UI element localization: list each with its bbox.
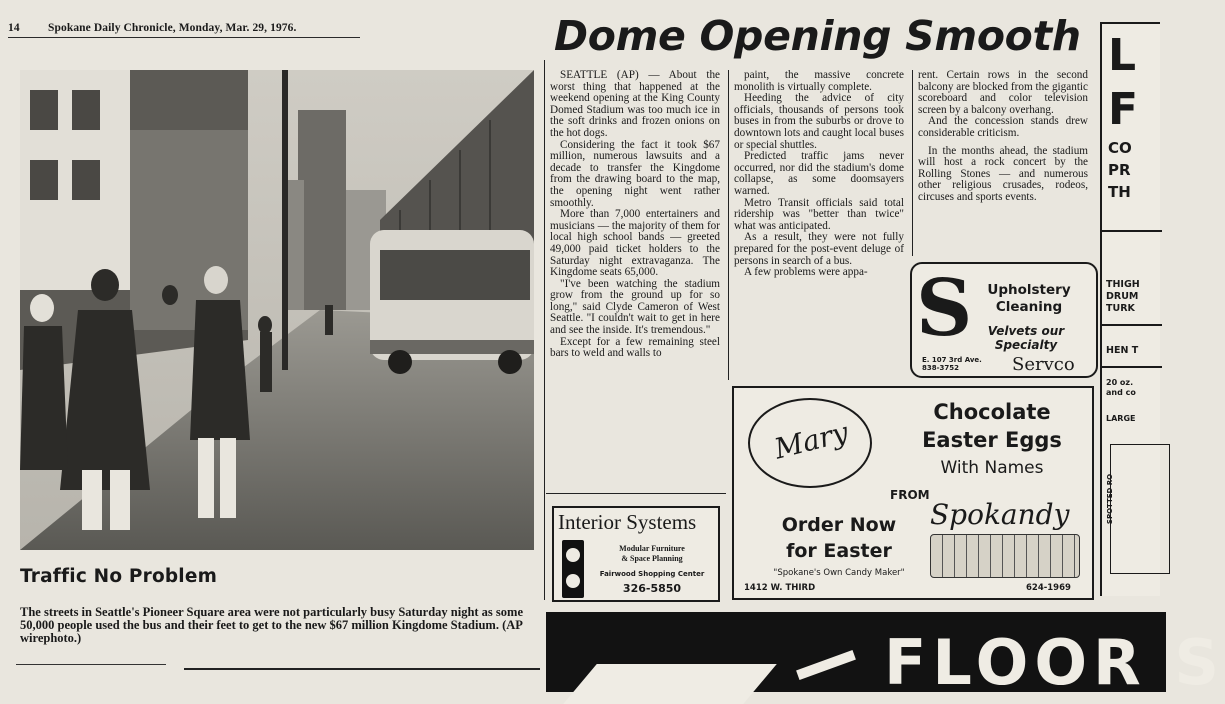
ad-inner-box <box>1106 444 1170 574</box>
ad-tagline: "Spokane's Own Candy Maker" <box>773 568 905 578</box>
article-paragraph: Considering the fact it took $67 million, numerous lawsuits and a decade to transfer the Kingdome from the drawing board to the map, the opening night went rather smoothly. <box>550 138 720 209</box>
divider <box>1102 230 1162 232</box>
column-rule <box>728 70 729 380</box>
candy-ad <box>732 386 1094 600</box>
column-rule <box>544 60 545 600</box>
upholstery-ad <box>910 262 1098 378</box>
bus-shape <box>370 230 534 374</box>
page-number: 14 <box>8 22 20 34</box>
ad-line: 20 oz. <box>1106 378 1134 387</box>
street-photo <box>20 70 534 550</box>
article-paragraph: rent. Certain rows in the second balcony are blocked from the gigantic scoreboard and color television screen by a balcony overhang. <box>918 69 1088 116</box>
folio-line <box>8 22 360 38</box>
ad-line: DRUM <box>1106 291 1139 302</box>
ad-line: F <box>1108 84 1139 135</box>
article-paragraph: Metro Transit officials said total ridership was "better than twice" what was anticipated. <box>734 196 904 232</box>
ad-address: 1412 W. THIRD <box>744 583 816 593</box>
ad-brand: Spokandy <box>930 498 1070 531</box>
article-paragraph: "I've been watching the stadium grow from the ground up for so long," said Clyde Cameron of West Seattle. "I couldn't wait to get in here and see the inside. It's tremendous." <box>550 277 720 337</box>
servco-logo: S <box>916 263 973 354</box>
floor-banner-ad <box>546 612 1225 699</box>
ad-line: Order Now <box>781 514 897 536</box>
bridge-icon <box>930 534 1080 578</box>
banner-graphic <box>796 650 856 680</box>
divider <box>16 664 166 665</box>
right-edge-ad <box>1100 22 1160 596</box>
article-paragraph: Predicted traffic jams never occurred, nor did the stadium's dome collapse, as some doomsayers warned. <box>734 150 904 197</box>
ad-address: Fairwood Shopping Center <box>599 570 705 578</box>
banner-text: FLOOR S <box>884 626 1225 699</box>
ad-line: Upholstery <box>987 282 1071 298</box>
ad-line: TURK <box>1106 303 1135 314</box>
masthead: Spokane Daily Chronicle, Monday, Mar. 29, 1976. <box>48 22 297 34</box>
ad-line: Modular Furniture <box>619 544 685 553</box>
divider <box>1102 366 1162 368</box>
ad-line: CO <box>1108 139 1132 157</box>
ad-phone: 624-1969 <box>1026 583 1071 593</box>
article-paragraph: A few problems were appa- <box>744 266 868 279</box>
banner-graphic <box>563 664 777 704</box>
ad-line: THIGH <box>1106 279 1140 290</box>
ad-line: and co <box>1106 388 1136 397</box>
article-paragraph: Heeding the advice of city officials, thousands of persons took buses in from the suburbs or drove to downtown lots and caught local buses or special shuttles. <box>734 92 904 151</box>
photo-caption-text: The streets in Seattle's Pioneer Square area were not particularly busy Saturday night as some 50,000 people used the bus and their feet to get to the new $67 million Kingdome Stadium. (AP wirephoto.) <box>20 605 523 645</box>
interior-systems-ad <box>552 506 720 602</box>
ad-line: Velvets our Specialty <box>987 324 1065 352</box>
article-headline: Dome Opening Smooth <box>554 12 1081 60</box>
ad-line: HEN T <box>1106 345 1139 356</box>
ad-line: With Names <box>940 458 1044 478</box>
article-column-2 <box>734 70 904 372</box>
article-column-3 <box>918 70 1088 256</box>
ad-phone: 326-5850 <box>622 582 682 595</box>
ad-line: PR <box>1108 161 1131 179</box>
ad-line: FROM <box>890 488 930 502</box>
ad-brand: Servco <box>1012 354 1075 375</box>
ad-line: TH <box>1108 183 1131 201</box>
ad-line: Easter Eggs <box>922 428 1062 452</box>
article-paragraph: In the months ahead, the stadium will host a rock concert by the Rolling Stones — and numerous other religious crusades, rodeos, circuses and sports events. <box>918 144 1088 203</box>
divider <box>1102 324 1162 326</box>
photo-illustration <box>20 70 534 550</box>
divider <box>184 668 540 688</box>
ad-line: Cleaning <box>995 299 1063 315</box>
ad-address <box>922 356 982 372</box>
ad-line: for Easter <box>786 540 892 562</box>
egg-name: Mary <box>771 415 852 466</box>
interior-systems-logo-icon <box>562 540 584 598</box>
ad-line: Chocolate <box>933 400 1051 424</box>
article-paragraph: SEATTLE (AP) — About the worst thing that happened at the weekend opening at the King County Domed Stadium was too much ice in the soft drinks and frozen onions on the hot dogs. <box>550 69 720 139</box>
photo-caption-title: Traffic No Problem <box>20 566 218 587</box>
article-paragraph: And the concession stands drew considerable criticism. <box>918 115 1088 139</box>
article-column-1 <box>550 70 720 492</box>
ad-line: LARGE <box>1106 414 1136 423</box>
column-rule <box>546 493 726 494</box>
ad-brand: Interior Systems <box>558 510 697 534</box>
ad-line: L <box>1108 30 1137 81</box>
ad-phone: 838-3752 <box>922 364 959 372</box>
column-rule <box>912 70 913 256</box>
ad-line: & Space Planning <box>621 554 683 563</box>
article-paragraph: paint, the massive concrete monolith is virtually complete. <box>734 69 904 93</box>
ad-address-street: E. 107 3rd Ave. <box>922 356 982 364</box>
article-paragraph: More than 7,000 entertainers and musicians — the majority of them for local high school bands — greeted 49,000 paid ticket holders to the Saturday night extravaganza. The Kingdome seats 65,000. <box>550 208 720 279</box>
ad-vertical-text: SPOTTED RO <box>1106 473 1115 525</box>
article-paragraph: Except for a few remaining steel bars to weld and walls to <box>550 335 720 360</box>
article-paragraph: As a result, they were not fully prepared for the post-event deluge of persons in search of a bus. <box>734 231 904 267</box>
